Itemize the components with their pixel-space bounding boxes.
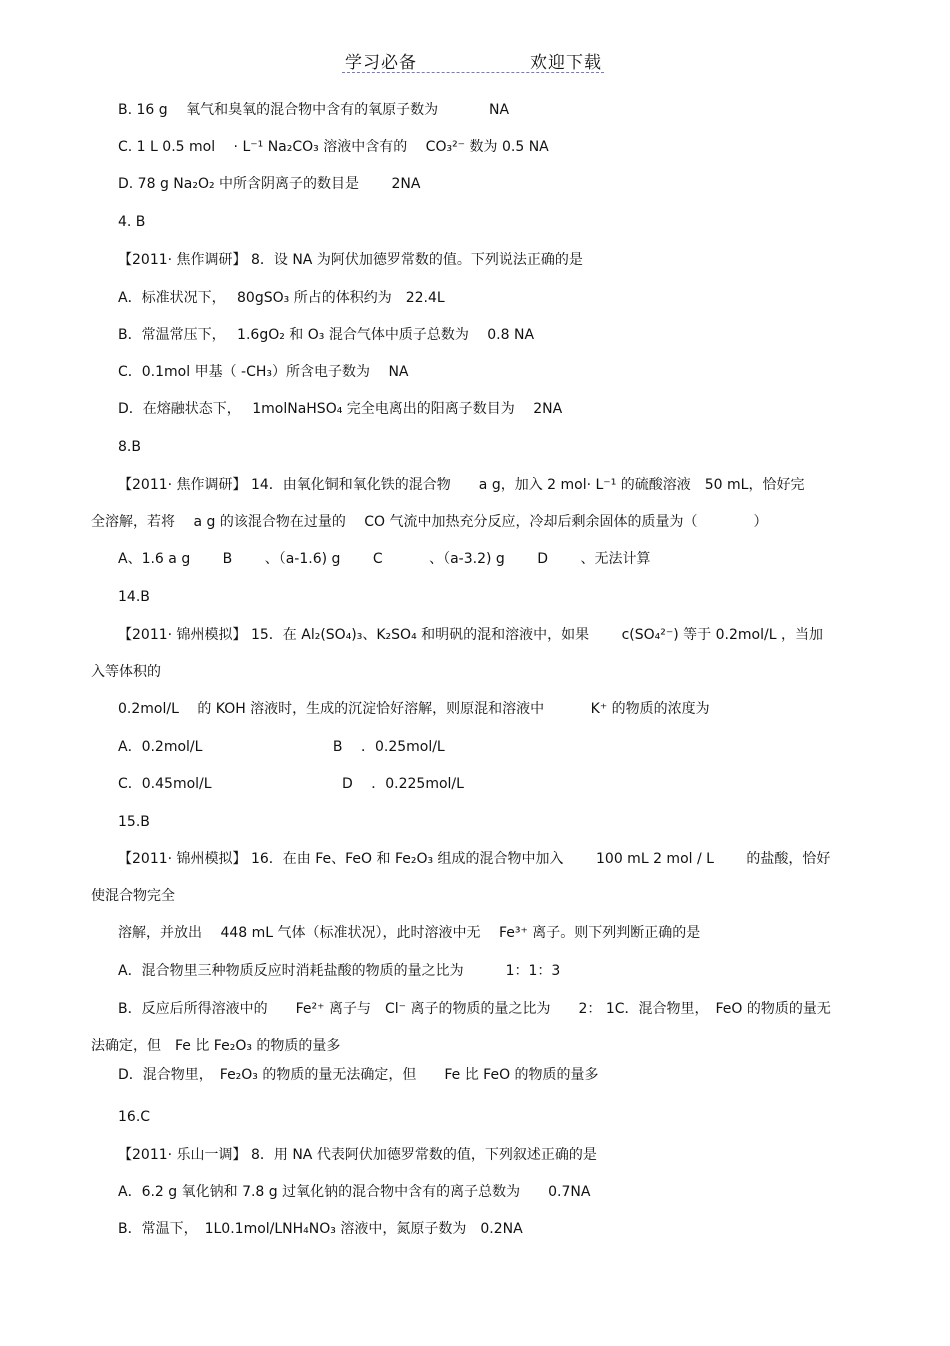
text-line: 使混合物完全 [91, 888, 175, 904]
option-line: A、1.6 a g B 、（a-1.6) g C 、（a-3.2) g D 、无法计算 [118, 551, 651, 567]
question-heading: 【2011· 锦州模拟】 16．在由 Fe、FeO 和 Fe₂O₃ 组成的混合物中加入 100 mL 2 mol / L 的盐酸，恰好 [118, 851, 831, 867]
answer-line: 15.B [118, 814, 150, 830]
option-line: A．6.2 g 氧化钠和 7.8 g 过氧化钠的混合物中含有的离子总数为 0.7NA [118, 1184, 591, 1200]
option-line: A．0.2mol/L B ．0.25mol/L [118, 739, 445, 755]
answer-line: 16.C [118, 1109, 151, 1125]
question-heading: 【2011· 锦州模拟】 15．在 Al₂(SO₄)₃、K₂SO₄ 和明矾的混和溶液中，如果 c(SO₄²⁻) 等于 0.2mol/L ，当加 [118, 627, 823, 643]
text-line: 入等体积的 [91, 664, 161, 680]
text-line: 全溶解，若将 a g 的该混合物在过量的 CO 气流中加热充分反应，冷却后剩余固体的质量为（ ） [91, 514, 768, 530]
option-line: A．混合物里三种物质反应时消耗盐酸的物质的量之比为 1：1：3 [118, 963, 561, 979]
text-line: B. 16 g 氧气和臭氧的混合物中含有的氧原子数为 NA [118, 102, 510, 118]
option-line: D．混合物里， Fe₂O₃ 的物质的量无法确定，但 Fe 比 FeO 的物质的量多 [118, 1067, 599, 1083]
header-left-text: 学习必备 [345, 53, 417, 73]
header-right-text: 欢迎下载 [530, 53, 602, 73]
text-line: 法确定，但 Fe 比 Fe₂O₃ 的物质的量多 [91, 1038, 341, 1054]
question-heading: 【2011· 焦作调研】 14．由氧化铜和氧化铁的混合物 a g，加入 2 mol· L⁻¹ 的硫酸溶液 50 mL，恰好完 [118, 477, 805, 493]
option-line: B．常温常压下， 1.6gO₂ 和 O₃ 混合气体中质子总数为 0.8 NA [118, 327, 535, 343]
text-line: 溶解，并放出 448 mL 气体（标准状况），此时溶液中无 Fe³⁺ 离子。则下列判断正确的是 [118, 925, 701, 941]
option-line: D．在熔融状态下， 1molNaHSO₄ 完全电离出的阳离子数目为 2NA [118, 401, 563, 417]
option-line: C．0.45mol/L D ．0.225mol/L [118, 776, 464, 792]
text-line: C. 1 L 0.5 mol · L⁻¹ Na₂CO₃ 溶液中含有的 CO₃²⁻ 数为 0.5 NA [118, 139, 549, 155]
text-line: 0.2mol/L 的 KOH 溶液时，生成的沉淀恰好溶解，则原混和溶液中 K⁺ 的物质的浓度为 [118, 701, 710, 717]
text-line: D. 78 g Na₂O₂ 中所含阴离子的数目是 2NA [118, 176, 421, 192]
answer-line: 8.B [118, 439, 141, 455]
question-heading: 【2011· 乐山一调】 8．用 NA 代表阿伏加德罗常数的值，下列叙述正确的是 [118, 1147, 597, 1163]
option-line: B．常温下， 1L0.1mol/LNH₄NO₃ 溶液中，氮原子数为 0.2NA [118, 1221, 523, 1237]
option-line: B．反应后所得溶液中的 Fe²⁺ 离子与 Cl⁻ 离子的物质的量之比为 2： 1C．混合物里， FeO 的物质的量无 [118, 1001, 831, 1017]
option-line: C．0.1mol 甲基（ -CH₃）所含电子数为 NA [118, 364, 409, 380]
answer-line: 14.B [118, 589, 150, 605]
text-line: 4. B [118, 214, 146, 230]
page-header [342, 46, 604, 73]
option-line: A．标准状况下， 80gSO₃ 所占的体积约为 22.4L [118, 290, 445, 306]
question-heading: 【2011· 焦作调研】 8．设 NA 为阿伏加德罗常数的值。下列说法正确的是 [118, 252, 583, 268]
